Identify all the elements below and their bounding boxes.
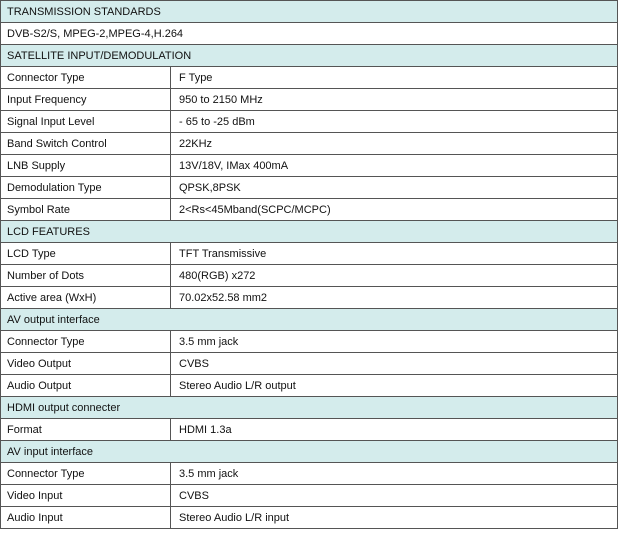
spec-value: 13V/18V, IMax 400mA <box>171 155 618 177</box>
spec-row <box>1 133 618 155</box>
spec-label: Band Switch Control <box>1 133 171 155</box>
spec-value: 950 to 2150 MHz <box>171 89 618 111</box>
section-header-av-output <box>1 309 618 331</box>
spec-value: 3.5 mm jack <box>171 331 618 353</box>
spec-value: TFT Transmissive <box>171 243 618 265</box>
spec-line <box>1 23 618 45</box>
section-header-av-input <box>1 441 618 463</box>
spec-label: Format <box>1 419 171 441</box>
section-header-lcd <box>1 221 618 243</box>
spec-label: Connector Type <box>1 67 171 89</box>
spec-label: Connector Type <box>1 463 171 485</box>
spec-row <box>1 265 618 287</box>
spec-value: F Type <box>171 67 618 89</box>
spec-row <box>1 243 618 265</box>
spec-label: Video Output <box>1 353 171 375</box>
spec-value: 3.5 mm jack <box>171 463 618 485</box>
spec-row <box>1 199 618 221</box>
spec-value: 70.02x52.58 mm2 <box>171 287 618 309</box>
section-title: AV input interface <box>1 441 618 463</box>
spec-label: LCD Type <box>1 243 171 265</box>
spec-row <box>1 507 618 529</box>
spec-row <box>1 485 618 507</box>
spec-label: Signal Input Level <box>1 111 171 133</box>
spec-row <box>1 331 618 353</box>
spec-row <box>1 419 618 441</box>
section-title: AV output interface <box>1 309 618 331</box>
spec-label: Demodulation Type <box>1 177 171 199</box>
section-title: TRANSMISSION STANDARDS <box>1 1 618 23</box>
spec-label: Audio Input <box>1 507 171 529</box>
spec-label: Symbol Rate <box>1 199 171 221</box>
spec-value: QPSK,8PSK <box>171 177 618 199</box>
section-header-satellite <box>1 45 618 67</box>
spec-value: - 65 to -25 dBm <box>171 111 618 133</box>
spec-label: Input Frequency <box>1 89 171 111</box>
spec-value: 480(RGB) x272 <box>171 265 618 287</box>
spec-value: CVBS <box>171 485 618 507</box>
spec-label: Audio Output <box>1 375 171 397</box>
spec-label: Video Input <box>1 485 171 507</box>
spec-row <box>1 463 618 485</box>
spec-row <box>1 287 618 309</box>
spec-label: Connector Type <box>1 331 171 353</box>
spec-value: 22KHz <box>171 133 618 155</box>
spec-text: DVB-S2/S, MPEG-2,MPEG-4,H.264 <box>1 23 618 45</box>
spec-row <box>1 89 618 111</box>
spec-label: Number of Dots <box>1 265 171 287</box>
spec-label: LNB Supply <box>1 155 171 177</box>
spec-value: Stereo Audio L/R input <box>171 507 618 529</box>
spec-row <box>1 155 618 177</box>
spec-label: Active area (WxH) <box>1 287 171 309</box>
section-title: HDMI output connecter <box>1 397 618 419</box>
spec-row <box>1 177 618 199</box>
section-title: SATELLITE INPUT/DEMODULATION <box>1 45 618 67</box>
spec-value: CVBS <box>171 353 618 375</box>
spec-value: Stereo Audio L/R output <box>171 375 618 397</box>
section-header-transmission <box>1 1 618 23</box>
section-title: LCD FEATURES <box>1 221 618 243</box>
spec-row <box>1 353 618 375</box>
section-header-hdmi-output <box>1 397 618 419</box>
spec-value: 2<Rs<45Mband(SCPC/MCPC) <box>171 199 618 221</box>
spec-value: HDMI 1.3a <box>171 419 618 441</box>
spec-row <box>1 375 618 397</box>
spec-row <box>1 111 618 133</box>
spec-row <box>1 67 618 89</box>
